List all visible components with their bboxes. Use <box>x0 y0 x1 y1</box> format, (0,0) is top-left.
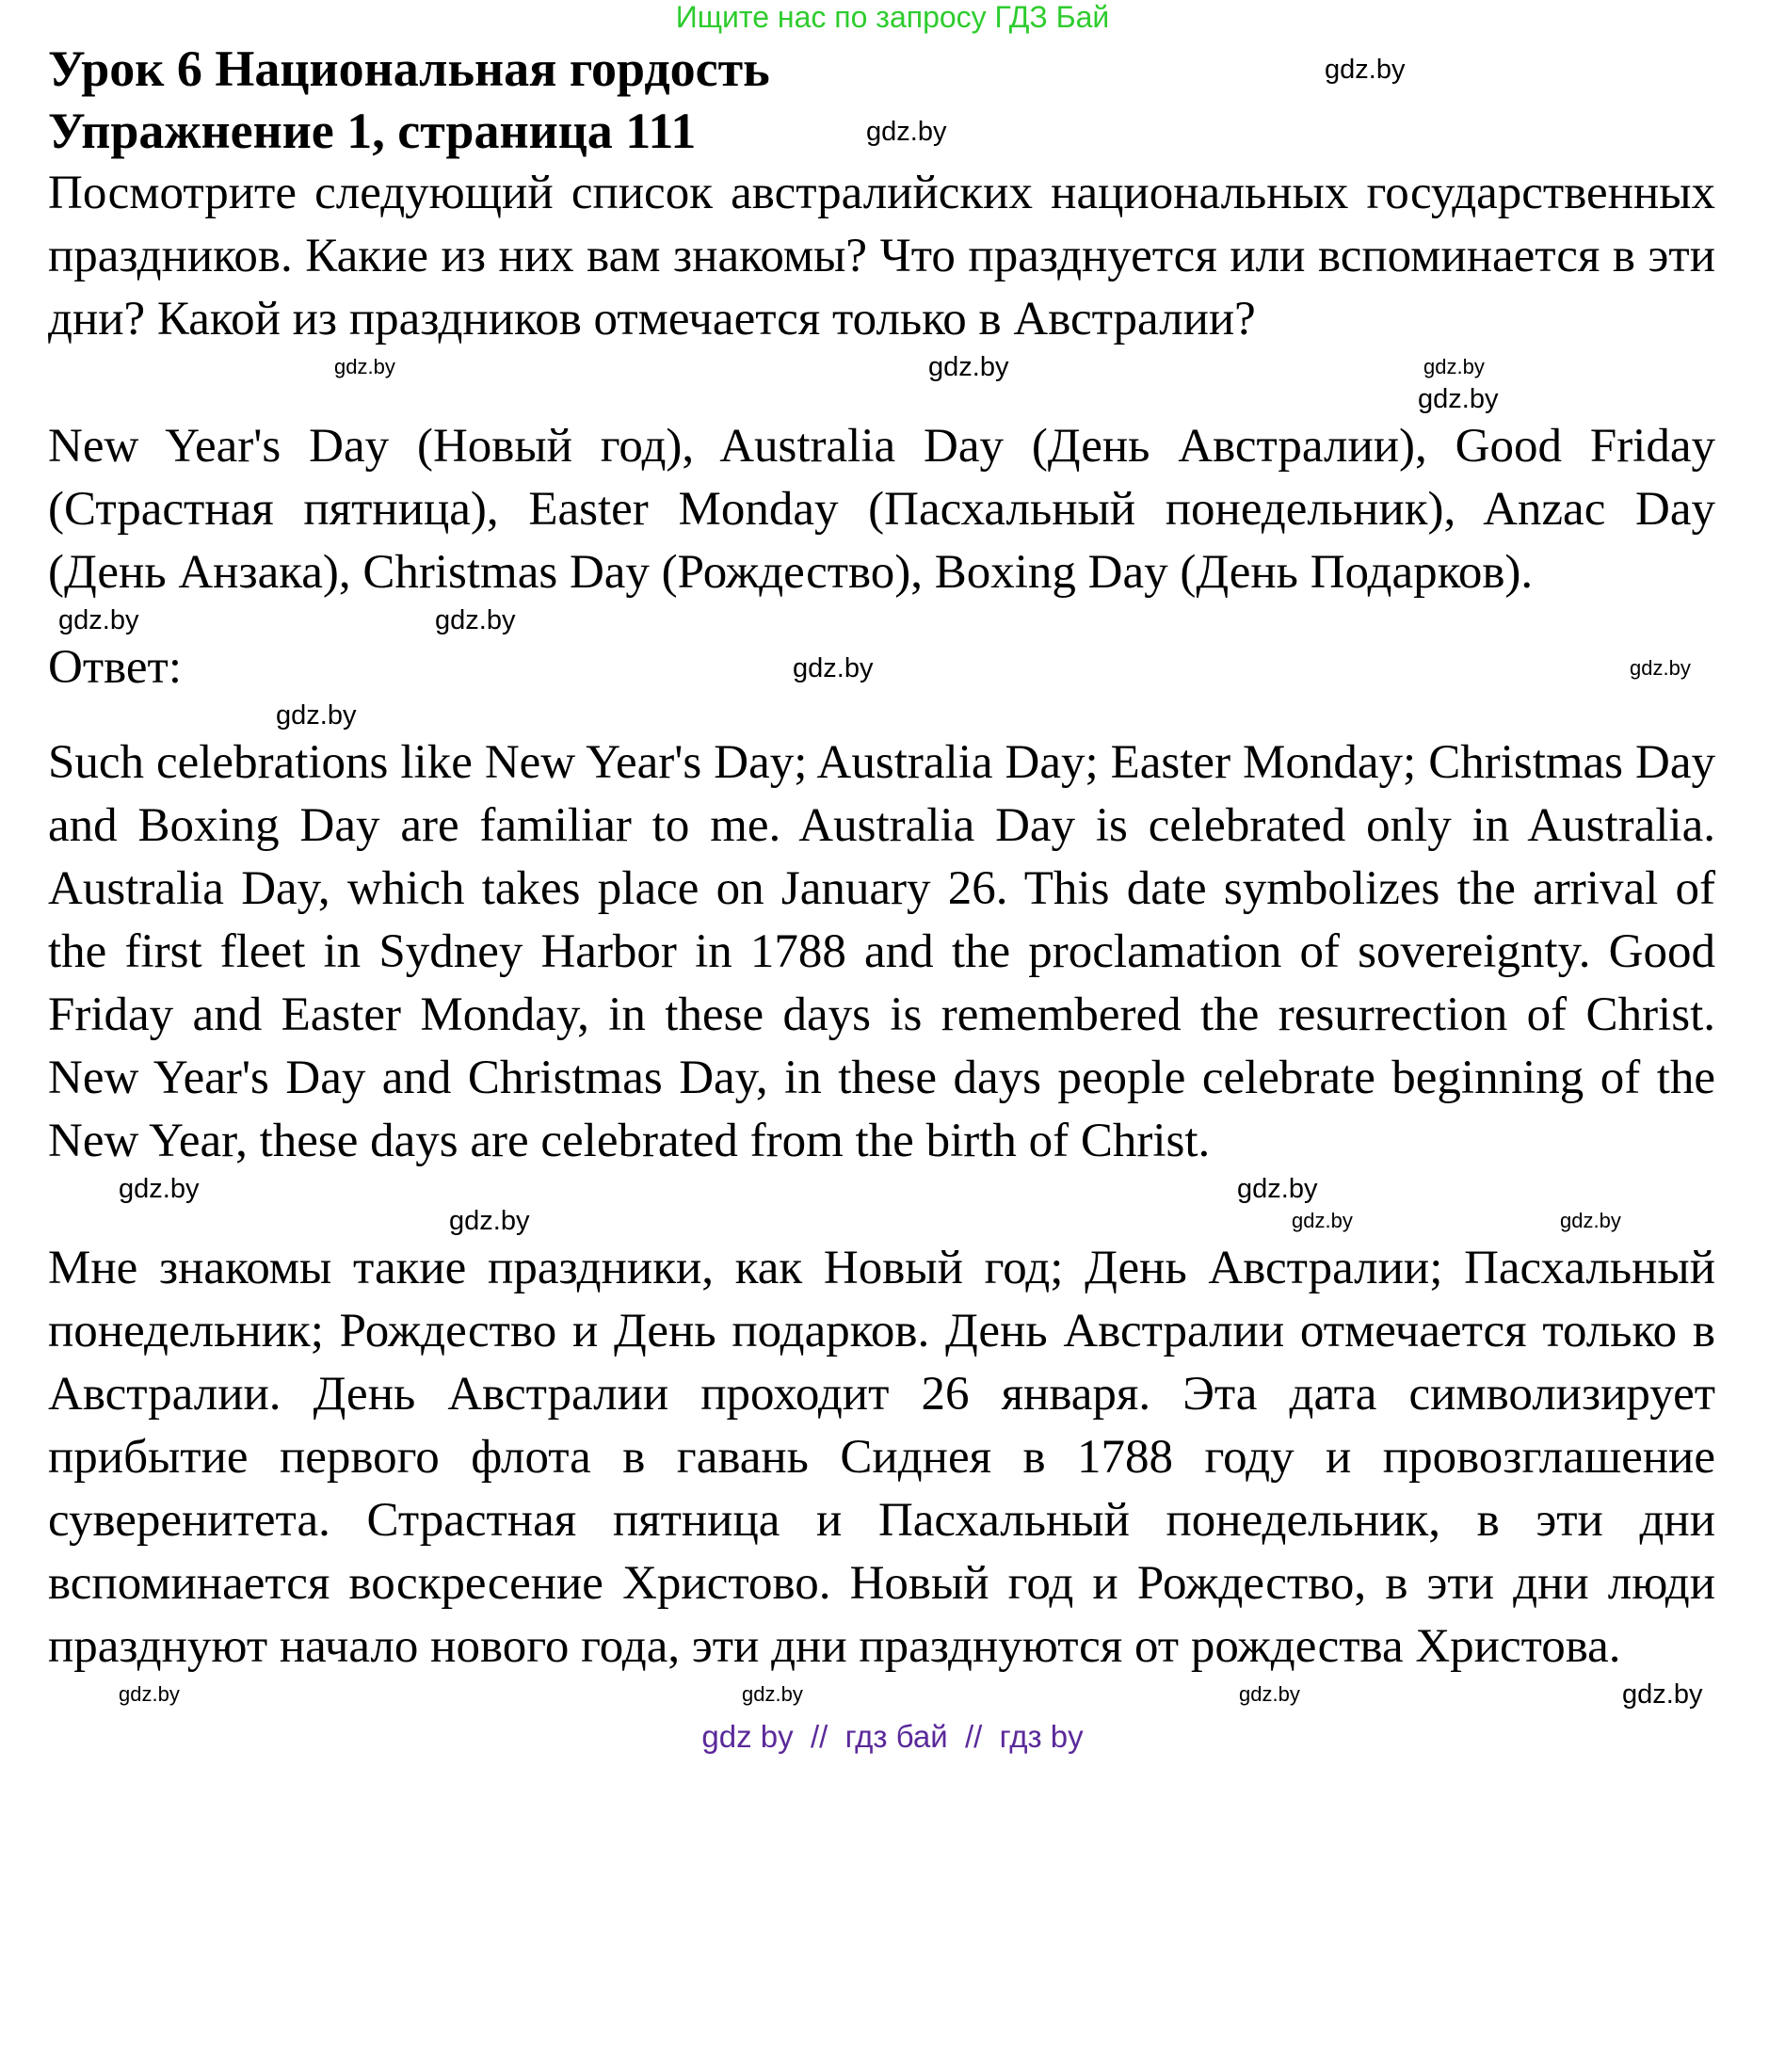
watermark: gdz.by <box>793 653 874 683</box>
watermark: gdz.by <box>1237 1174 1318 1204</box>
exercise-title-row <box>0 100 1785 162</box>
watermark: gdz.by <box>1239 1682 1300 1706</box>
task-text: Посмотрите следующий список австралийских национальных государственных праздников. Какие из них вам знакомы? Что празднуется или вспоминается в эти дни? Какой из праздников отмечается только в Австралии? <box>48 167 1715 345</box>
watermark: gdz.by <box>119 1174 200 1204</box>
watermark-row <box>0 1173 1785 1205</box>
watermark: gdz.by <box>276 700 357 731</box>
watermark: gdz.by <box>1423 355 1485 378</box>
watermark: gdz.by <box>1292 1209 1353 1232</box>
watermark-row <box>0 351 1785 383</box>
watermark: gdz.by <box>866 117 947 147</box>
watermark: gdz.by <box>58 605 139 635</box>
footer-links: gdz by // гдз бай // гдз by <box>701 1719 1084 1754</box>
watermark: gdz.by <box>449 1206 530 1236</box>
lesson-title: Урок 6 Национальная гордость <box>48 40 770 97</box>
holidays-list: New Year's Day (Новый год), Australia Day (День Австралии), Good Friday (Страстная пятница), Easter Monday (Пасхальный понедельник), Anzac Day (День Анзака), Christmas Day (Рождество), Boxing Day (День Подарков). <box>48 420 1715 599</box>
watermark-row <box>0 1205 1785 1237</box>
answer-label-row <box>0 636 1785 699</box>
watermark: gdz.by <box>1630 656 1691 680</box>
answer-label: Ответ: <box>48 641 182 694</box>
watermark-row <box>0 1678 1785 1711</box>
watermark: gdz.by <box>1325 55 1406 85</box>
watermark: gdz.by <box>119 1682 180 1706</box>
exercise-title: Упражнение 1, страница 111 <box>48 103 697 159</box>
watermark: gdz.by <box>435 605 516 635</box>
lesson-title-row <box>0 38 1785 100</box>
watermark: gdz.by <box>1622 1679 1703 1710</box>
watermark: gdz.by <box>928 352 1009 382</box>
watermark-row <box>0 383 1785 415</box>
watermark: gdz.by <box>1560 1209 1621 1232</box>
watermark: gdz.by <box>334 355 395 378</box>
watermark: gdz.by <box>1418 384 1499 414</box>
watermark-row <box>0 699 1785 731</box>
answer-russian: Мне знакомы такие праздники, как Новый год; День Австралии; Пасхальный понедельник; Рождество и День подарков. День Австралии отмечается только в Австралии. День Австралии проходит 26 января. Эта дата символизирует прибытие первого флота в гавань Сиднея в 1788 году и провозглашение суверенитета. Страстная пятница и Пасхальный понедельник, в эти дни вспоминается воскресение Христово. Новый год и Рождество, в эти дни люди празднуют начало нового года, эти дни празднуются от рождества Христова. <box>48 1242 1715 1673</box>
search-banner: Ищите нас по запросу ГДЗ Бай <box>675 0 1110 34</box>
watermark-row <box>0 604 1785 636</box>
watermark: gdz.by <box>742 1682 803 1706</box>
answer-english: Such celebrations like New Year's Day; Australia Day; Easter Monday; Christmas Day and Boxing Day are familiar to me. Australia Day is celebrated only in Australia. Australia Day, which takes place on January 26. This date symbolizes the arrival of the first fleet in Sydney Harbor in 1788 and the proclamation of sovereignty. Good Friday and Easter Monday, in these days is remembered the resurrection of Christ. New Year's Day and Christmas Day, in these days people celebrate beginning of the New Year, these days are celebrated from the birth of Christ. <box>48 736 1715 1167</box>
